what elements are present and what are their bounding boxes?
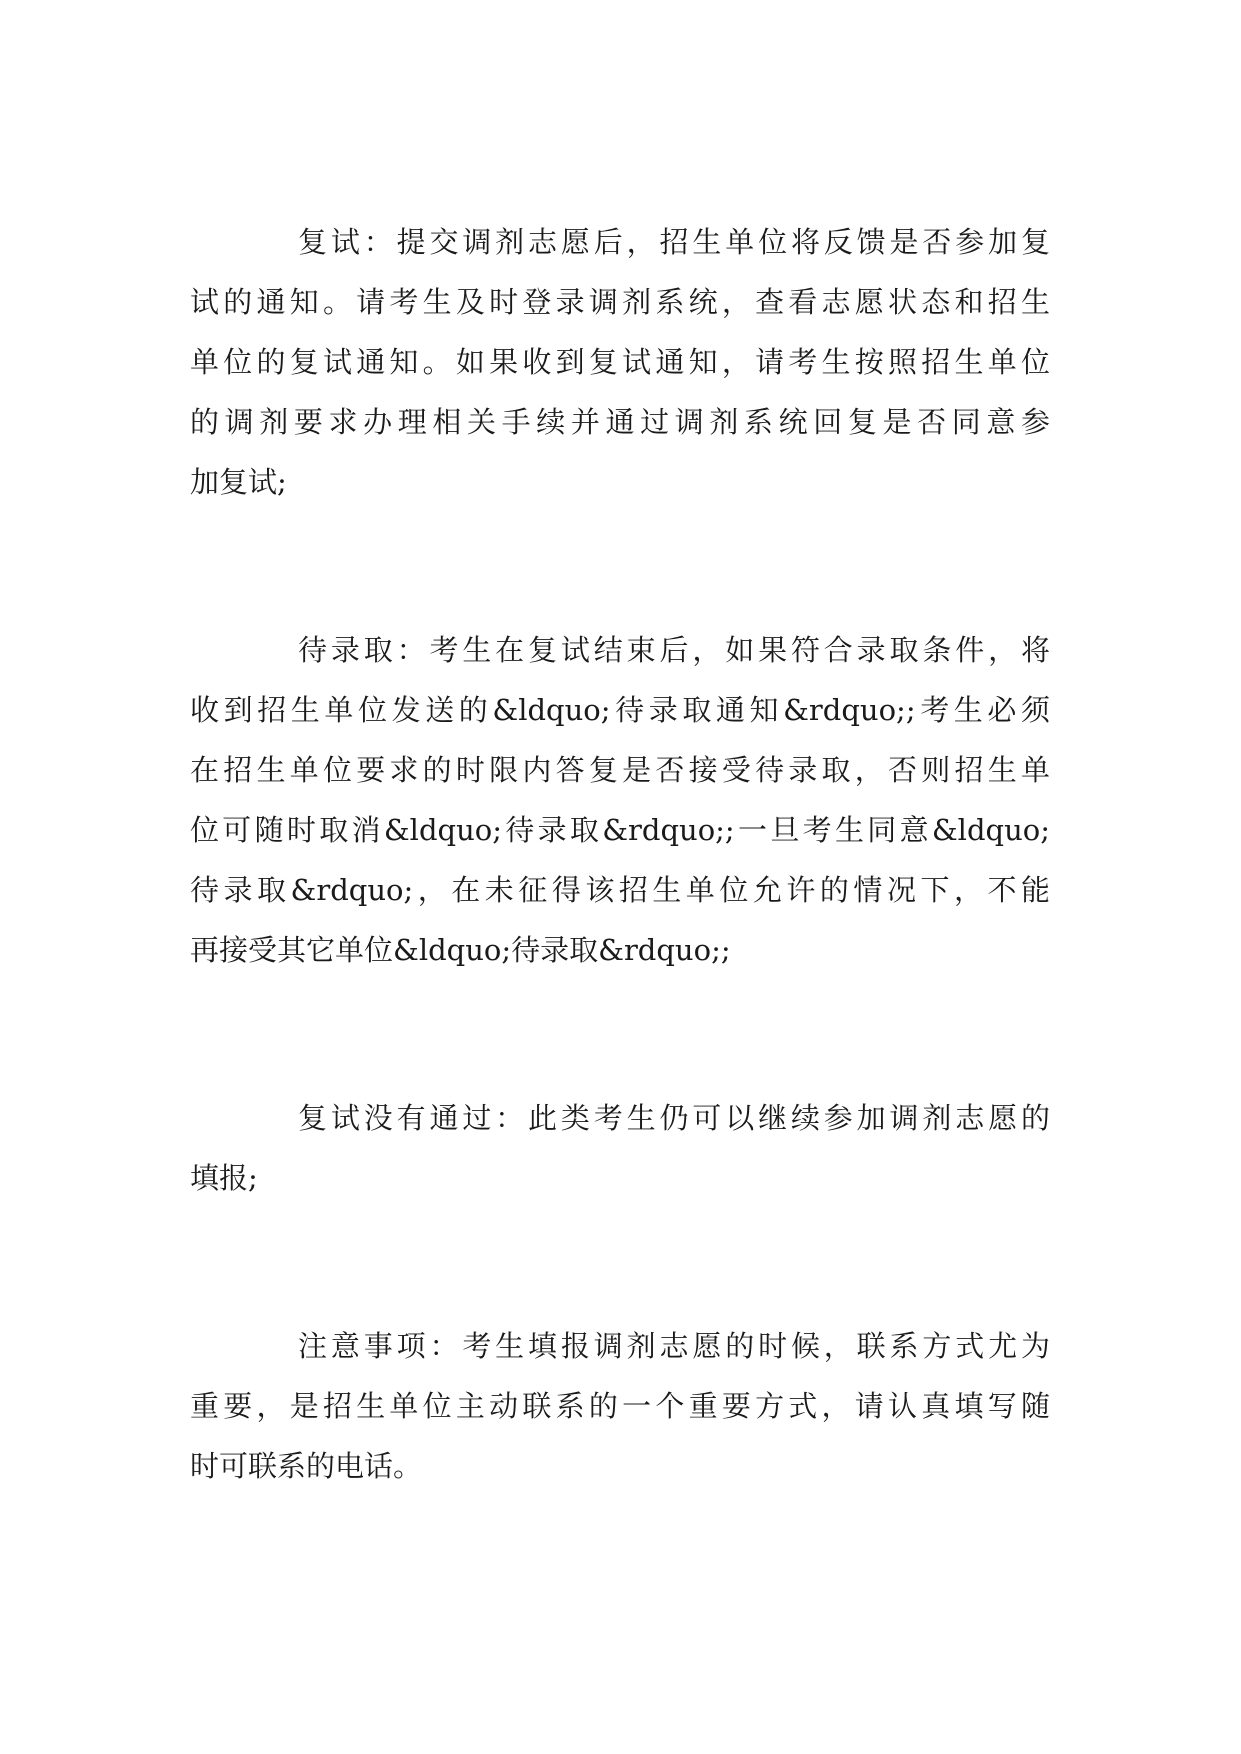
paragraph-line: 复试没有通过：此类考生仍可以继续参加调剂志愿的 xyxy=(298,1101,1050,1135)
paragraph-line: 填报; xyxy=(190,1161,258,1195)
paragraph-line: 重要，是招生单位主动联系的一个重要方式，请认真填写随 xyxy=(190,1389,1050,1423)
paragraph-notes xyxy=(190,1316,1050,1496)
paragraph-line: 加复试; xyxy=(190,465,287,499)
paragraph-pending-admission xyxy=(190,620,1050,980)
paragraph-line: 单位的复试通知。如果收到复试通知，请考生按照招生单位 xyxy=(190,345,1050,379)
paragraph-line: 待录取&rdquo;，在未征得该招生单位允许的情况下，不能 xyxy=(190,873,1050,907)
paragraph-line: 时可联系的电话。 xyxy=(190,1449,423,1483)
paragraph-retest-failed xyxy=(190,1088,1050,1208)
paragraph-line: 待录取：考生在复试结束后，如果符合录取条件，将 xyxy=(298,633,1050,667)
paragraph-line: 收到招生单位发送的&ldquo;待录取通知&rdquo;;考生必须 xyxy=(190,693,1050,727)
paragraph-line: 复试：提交调剂志愿后，招生单位将反馈是否参加复 xyxy=(298,225,1050,259)
paragraph-retest xyxy=(190,212,1050,512)
paragraph-line: 试的通知。请考生及时登录调剂系统，查看志愿状态和招生 xyxy=(190,285,1050,319)
paragraph-line: 注意事项：考生填报调剂志愿的时候，联系方式尤为 xyxy=(298,1329,1050,1363)
paragraph-line: 的调剂要求办理相关手续并通过调剂系统回复是否同意参 xyxy=(190,405,1050,439)
paragraph-line: 在招生单位要求的时限内答复是否接受待录取，否则招生单 xyxy=(190,753,1050,787)
paragraph-line: 再接受其它单位&ldquo;待录取&rdquo;; xyxy=(190,933,731,967)
paragraph-line: 位可随时取消&ldquo;待录取&rdquo;;一旦考生同意&ldquo; xyxy=(190,813,1050,847)
